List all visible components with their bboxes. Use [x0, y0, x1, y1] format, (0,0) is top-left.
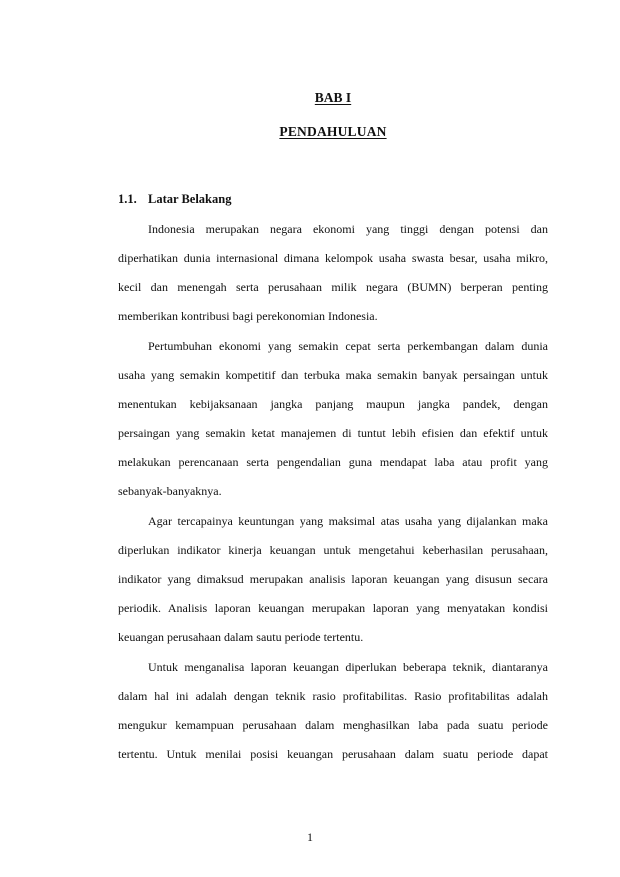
- chapter-title: PENDAHULUAN: [279, 124, 387, 139]
- paragraph-line: Indonesia merupakan negara ekonomi yang tinggi dengan potensi dan: [148, 222, 548, 236]
- paragraph-line: tertentu. Untuk menilai posisi keuangan perusahaan dalam suatu periode dapat: [118, 747, 548, 761]
- paragraph-line: kecil dan menengah serta perusahaan milik negara (BUMN) berperan penting: [118, 280, 548, 294]
- paragraph-line: menentukan kebijaksanaan jangka panjang maupun jangka pandek, dengan: [118, 397, 548, 411]
- paragraph-line: diperlukan indikator kinerja keuangan untuk mengetahui keberhasilan perusahaan,: [118, 543, 548, 557]
- paragraph-line: Agar tercapainya keuntungan yang maksimal atas usaha yang dijalankan maka: [148, 514, 548, 528]
- paragraph-line: usaha yang semakin kompetitif dan terbuka maka semakin banyak persaingan untuk: [118, 368, 548, 382]
- paragraph-line: Untuk menganalisa laporan keuangan diperlukan beberapa teknik, diantaranya: [148, 660, 548, 674]
- paragraph-line: dalam hal ini adalah dengan teknik rasio profitabilitas. Rasio profitabilitas adalah: [118, 689, 548, 703]
- paragraph-line: mengukur kemampuan perusahaan dalam menghasilkan laba pada suatu periode: [118, 718, 548, 732]
- paragraph-line: persaingan yang semakin ketat manajemen di tuntut lebih efisien dan efektif untuk: [118, 426, 548, 440]
- paragraph-line: sebanyak-banyaknya.: [118, 484, 222, 498]
- section-number: 1.1.: [118, 192, 137, 206]
- paragraph-line: periodik. Analisis laporan keuangan merupakan laporan yang menyatakan kondisi: [118, 601, 548, 615]
- paragraph-line: Pertumbuhan ekonomi yang semakin cepat serta perkembangan dalam dunia: [148, 339, 548, 353]
- paragraph-line: indikator yang dimaksud merupakan analisis laporan keuangan yang disusun secara: [118, 572, 548, 586]
- section-title: Latar Belakang: [148, 192, 232, 206]
- paragraph-line: diperhatikan dunia internasional dimana kelompok usaha swasta besar, usaha mikro,: [118, 251, 548, 265]
- page-number: 1: [307, 830, 313, 844]
- paragraph-line: keuangan perusahaan dalam sautu periode tertentu.: [118, 630, 364, 644]
- paragraph-line: melakukan perencanaan serta pengendalian guna mendapat laba atau profit yang: [118, 455, 548, 469]
- paragraph-line: memberikan kontribusi bagi perekonomian Indonesia.: [118, 309, 378, 323]
- chapter-number: BAB I: [314, 90, 352, 105]
- section-heading: [118, 192, 231, 207]
